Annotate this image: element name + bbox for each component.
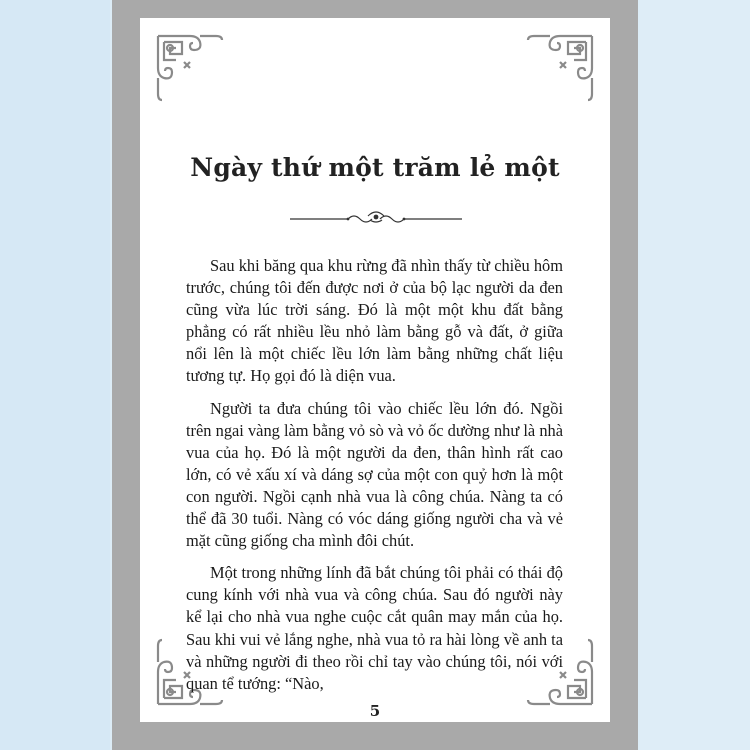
chapter-body <box>186 255 563 705</box>
background-left <box>0 0 110 750</box>
title-divider-flourish-icon <box>288 208 464 226</box>
book-page <box>140 18 610 722</box>
corner-ornament-top-left-icon <box>154 32 226 104</box>
paragraph: Sau khi băng qua khu rừng đã nhìn thấy từ chiều hôm trước, chúng tôi đến được nơi ở của bộ lạc người da đen cũng vừa lúc trời sáng. Đó là một một khu đất bằng phẳng có rất nhiều lều nhỏ làm bằng gỗ và đất, ở giữa nổi lên là một chiếc lều lớn làm bằng những chất liệu tương tự. Họ gọi đó là diện vua. <box>186 256 563 386</box>
chapter-title: Ngày thứ một trăm lẻ một <box>190 153 560 182</box>
corner-ornament-top-right-icon <box>524 32 596 104</box>
background-right <box>640 0 750 750</box>
paragraph: Một trong những lính đã bắt chúng tôi phải có thái độ cung kính với nhà vua và công chúa. Sau đó người này kể lại cho nhà vua nghe cuộc cắt quân may mắn của họ. Sau khi vui vẻ lắng nghe, nhà vua tỏ ra hài lòng về anh ta và những người đi theo rồi chỉ tay vào chúng tôi, nói với quan tể tướng: “Nào, <box>186 563 563 693</box>
page-number: 5 <box>369 702 381 720</box>
paragraph: Người ta đưa chúng tôi vào chiếc lều lớn đó. Ngồi trên ngai vàng làm bằng vỏ sò và vỏ ốc dường như là nhà vua của họ. Đó là một người da đen, thân hình rất cao lớn, có vẻ xấu xí và dáng sợ của một con quỷ hơn là một con người. Ngồi cạnh nhà vua là công chúa. Nàng ta có thể đã 30 tuổi. Nàng có vóc dáng giống người cha và vẻ mặt cũng giống cha mình đôi chút. <box>186 398 563 551</box>
